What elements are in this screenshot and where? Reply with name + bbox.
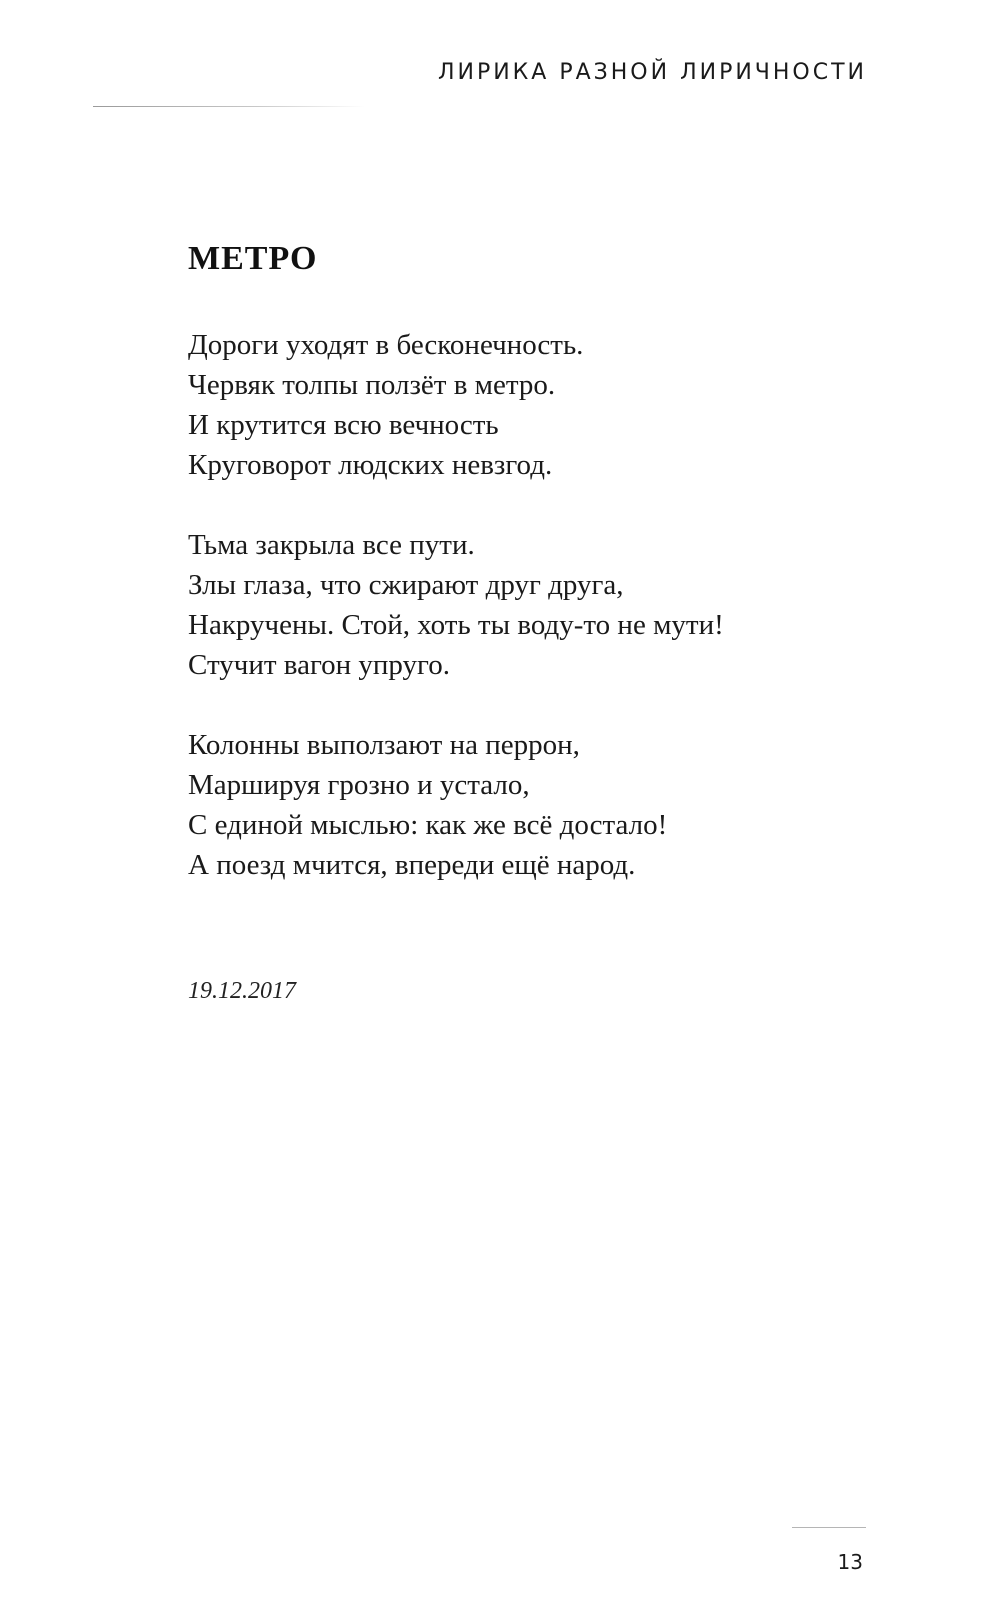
page-number: 13 <box>837 1550 863 1574</box>
poem-line: Червяк толпы ползёт в метро. <box>188 369 556 401</box>
poem-body <box>188 325 908 925</box>
poem-line: Накручены. Стой, хоть ты воду-то не мути! <box>188 609 724 641</box>
poem-title: МЕТРО <box>188 240 318 277</box>
poem-line: А поезд мчится, впереди ещё народ. <box>188 849 636 881</box>
poem-line: Маршируя грозно и устало, <box>188 769 530 801</box>
running-head: ЛИРИКА РАЗНОЙ ЛИРИЧНОСТИ <box>437 60 867 85</box>
stanza-3 <box>188 725 908 885</box>
poem-line: Дороги уходят в бесконечность. <box>188 329 584 361</box>
poem-line: Колонны выползают на перрон, <box>188 729 580 761</box>
poem-line: Злы глаза, что сжирают друг друга, <box>188 569 624 601</box>
poem-date: 19.12.2017 <box>188 978 296 1004</box>
poem-line: Круговорот людских невзгод. <box>188 449 553 481</box>
header-rule <box>93 106 365 107</box>
footer-rule <box>792 1527 866 1528</box>
poem-line: И крутится всю вечность <box>188 409 499 441</box>
poem-line: Стучит вагон упруго. <box>188 649 450 681</box>
stanza-1 <box>188 325 908 485</box>
poem-line: Тьма закрыла все пути. <box>188 529 475 561</box>
poem-line: С единой мыслью: как же всё достало! <box>188 809 668 841</box>
stanza-2 <box>188 525 908 685</box>
